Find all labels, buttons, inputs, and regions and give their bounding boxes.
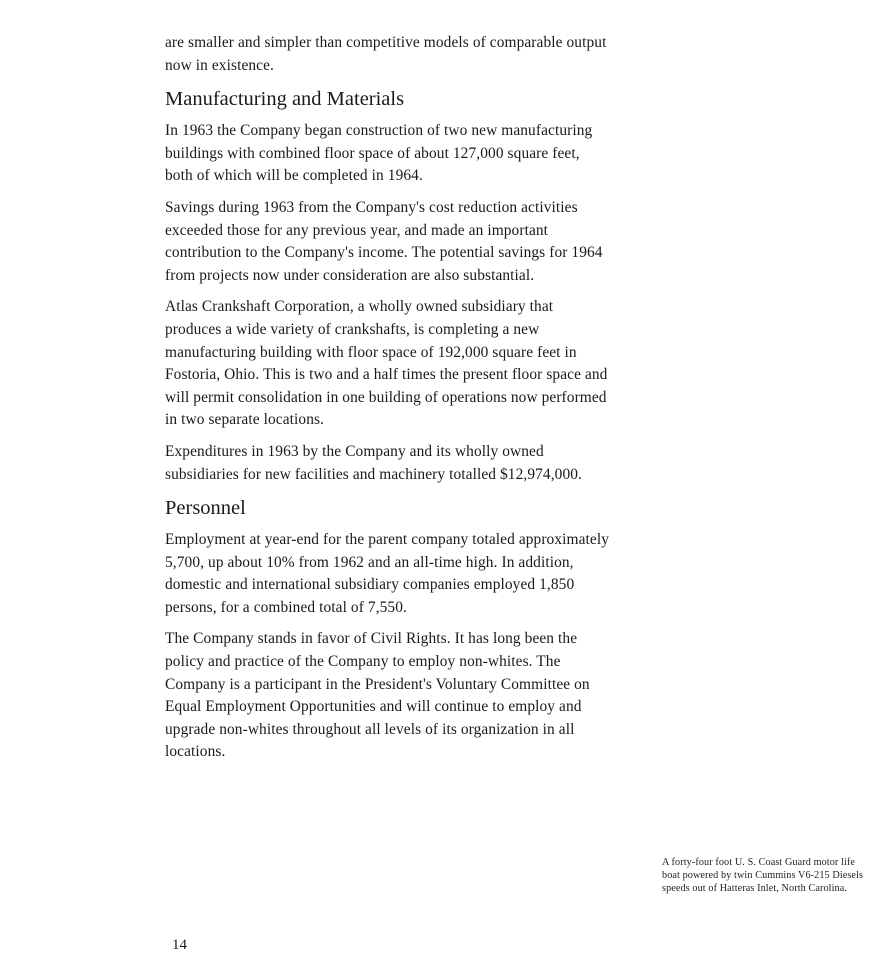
manufacturing-paragraph-4: Expenditures in 1963 by the Company and its wholly owned subsidiaries for new facilities and machinery totalled $12,974,000. xyxy=(165,442,583,483)
photo-caption: A forty-four foot U. S. Coast Guard motor life boat powered by twin Cummins V6-215 Diesels speeds out of Hatteras Inlet, North Carolina. xyxy=(662,857,864,894)
manufacturing-paragraph-1: In 1963 the Company began construction of two new manufacturing buildings with combined floor space of about 127,000 square feet, both of which will be completed in 1964. xyxy=(165,122,593,185)
personnel-paragraph-2: The Company stands in favor of Civil Rights. It has long been the policy and practice of the Company to employ non-whites. The Company is a participant in the President's Voluntary Committee on Equal Employment Opportunities and will continue to employ and upgrade non-whites throughout all levels of its organization in all locations. xyxy=(165,630,590,761)
personnel-paragraph-1: Employment at year-end for the parent company totaled approximately 5,700, up about 10% from 1962 and an all-time high. In addition, domestic and international subsidiary companies employed 1,850 persons, for a combined total of 7,550. xyxy=(165,531,610,616)
page-number: 14 xyxy=(172,937,187,953)
manufacturing-heading: Manufacturing and Materials xyxy=(165,88,405,111)
text-column xyxy=(165,32,610,773)
manufacturing-paragraph-2: Savings during 1963 from the Company's cost reduction activities exceeded those for any previous year, and made an important contribution to the Company's income. The potential savings for 1964 from projects now under consideration are also substantial. xyxy=(165,198,603,284)
personnel-heading: Personnel xyxy=(165,497,246,520)
manufacturing-paragraph-3: Atlas Crankshaft Corporation, a wholly owned subsidiary that produces a wide variety of crankshafts, is completing a new manufacturing building with floor space of 192,000 square feet in Fostoria, Ohio. This is two and a half times the present floor space and will permit consolidation in one building of operations now performed in two separate locations. xyxy=(165,298,608,429)
intro-paragraph: are smaller and simpler than competitive models of comparable output now in existence. xyxy=(165,34,607,74)
